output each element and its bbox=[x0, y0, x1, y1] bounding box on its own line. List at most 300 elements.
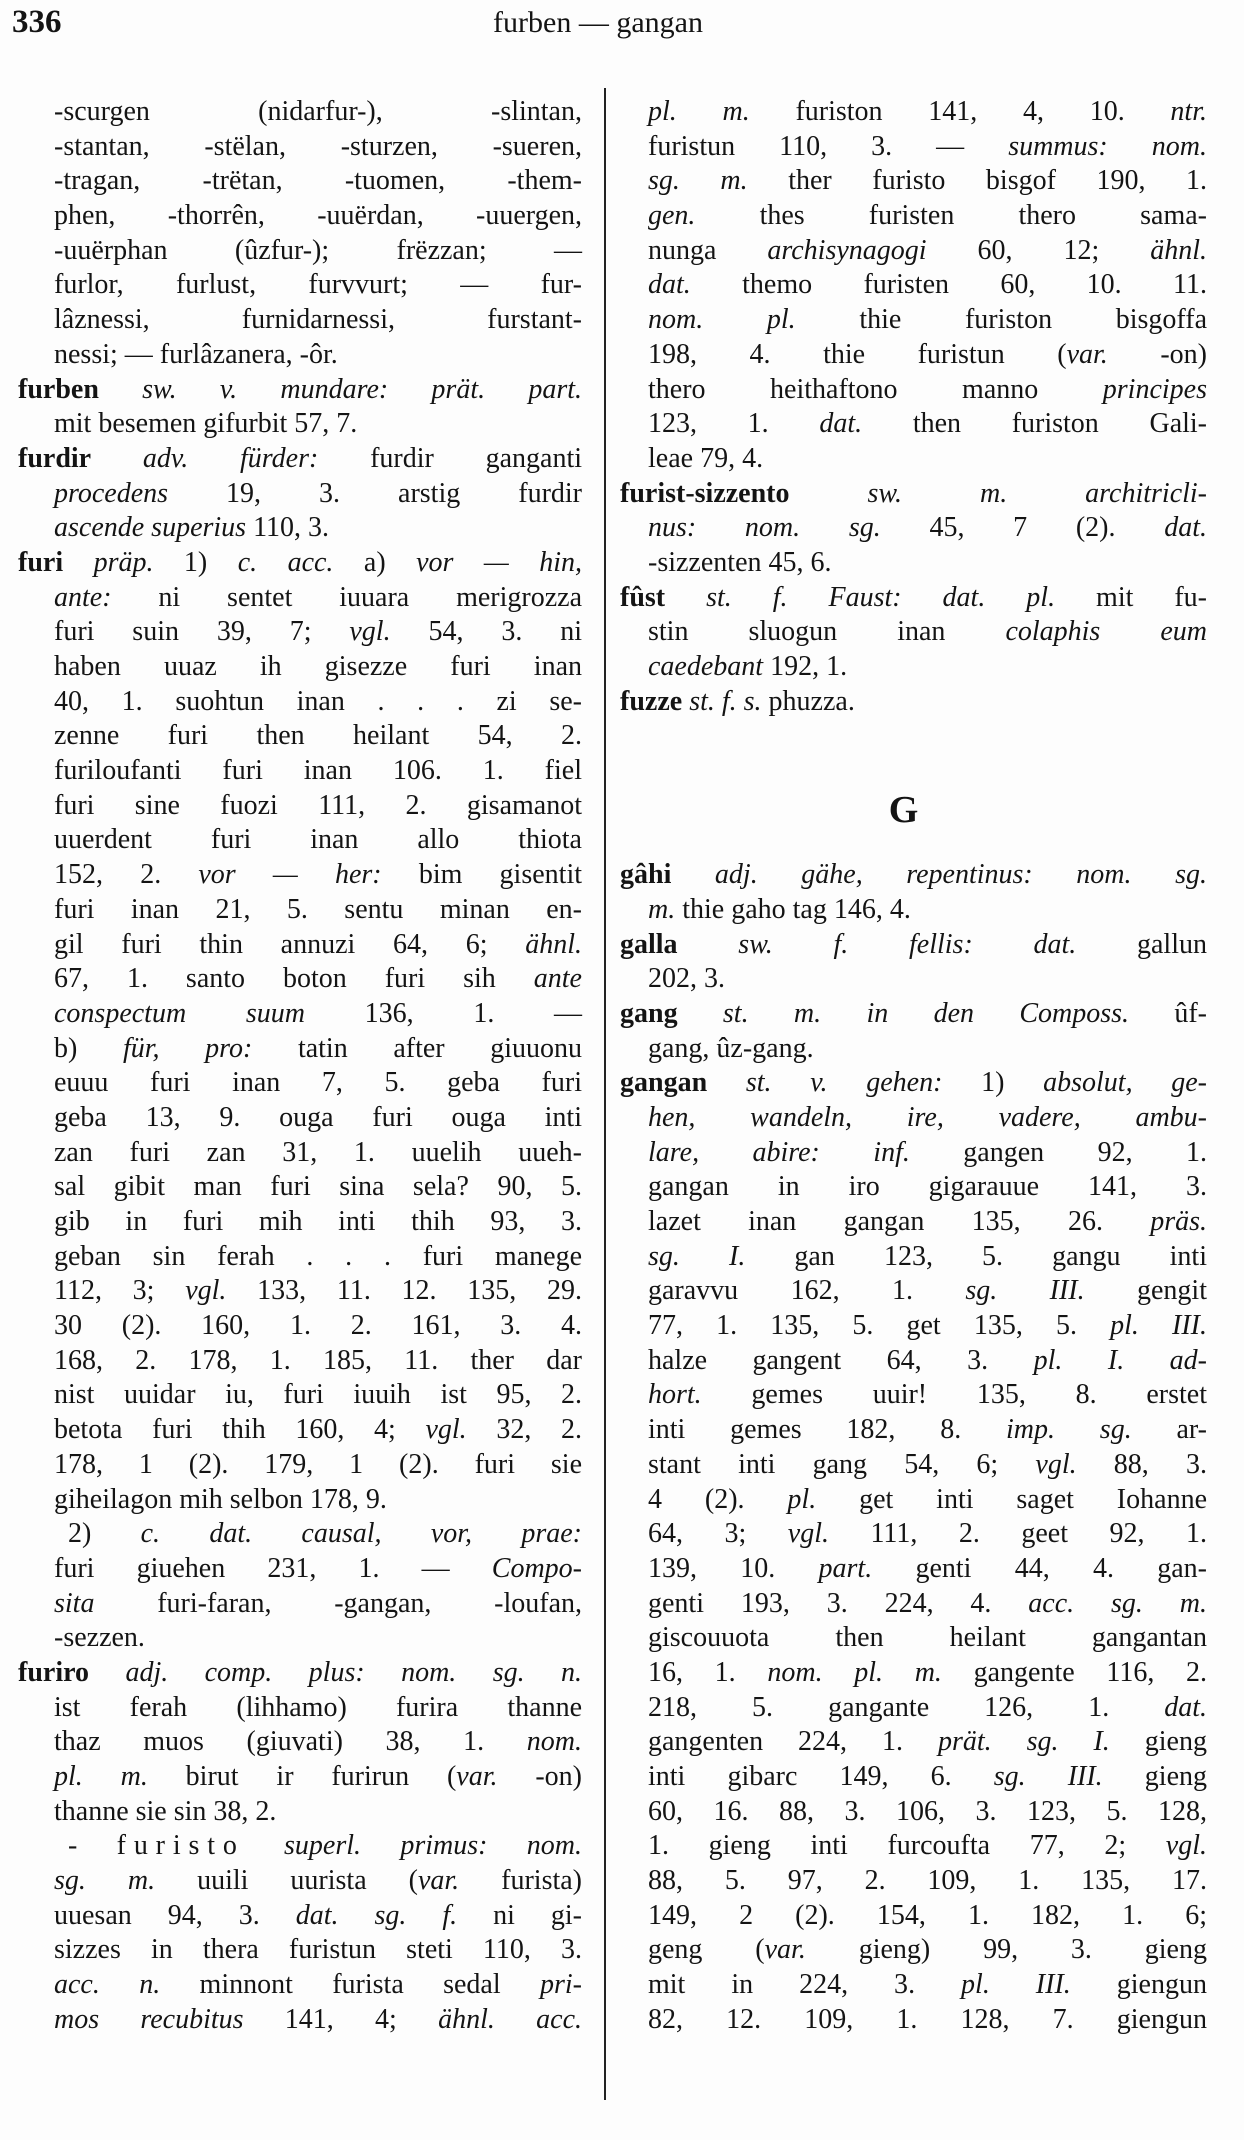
entry-text-line bbox=[600, 338, 1207, 373]
text-run: furlor, furlust, furvvurt; — fur- bbox=[54, 269, 582, 301]
italic-gloss: principes bbox=[1102, 373, 1207, 405]
entry-text-line bbox=[600, 962, 1207, 997]
text-run bbox=[89, 1657, 125, 1688]
text-run bbox=[678, 998, 723, 1029]
text-run: gang, ûz-gang. bbox=[648, 1032, 814, 1064]
italic-gloss: superl. primus: nom. bbox=[284, 1830, 583, 1862]
headword: gang bbox=[620, 997, 678, 1029]
page-number: 336 bbox=[12, 4, 62, 40]
text-run: ar- bbox=[1131, 1414, 1208, 1446]
text-run: furiston 141, 4, 10. bbox=[749, 96, 1171, 127]
text-run bbox=[99, 374, 142, 405]
entry-headword-line bbox=[600, 685, 1207, 720]
entry-text-line bbox=[0, 962, 582, 997]
italic-gloss: ähnl. bbox=[525, 928, 582, 960]
text-run: themo furisten 60, 10. 11. bbox=[690, 269, 1207, 301]
headword: gâhi bbox=[620, 859, 672, 891]
text-run: 32, 2. bbox=[466, 1414, 582, 1446]
entry-text-line bbox=[0, 1101, 582, 1136]
text-run: nessi; — furlâzanera, -ôr. bbox=[54, 338, 338, 370]
entry-text-line bbox=[0, 130, 582, 165]
text-run: stant inti gang 54, 6; bbox=[648, 1448, 1036, 1480]
italic-gloss: adv. fürder: bbox=[142, 442, 319, 474]
italic-gloss: vgl. bbox=[1035, 1448, 1077, 1480]
entry-headword-line bbox=[0, 546, 582, 581]
text-run: furi suin 39, 7; bbox=[54, 616, 350, 648]
entry-text-line bbox=[600, 511, 1207, 546]
text-run: haben uuaz ih gisezze furi inan bbox=[54, 651, 582, 682]
italic-gloss: ante bbox=[533, 963, 582, 995]
entry-text-line bbox=[0, 581, 582, 616]
italic-gloss: ähnl. bbox=[1150, 234, 1207, 266]
text-run: -stantan, -stëlan, -sturzen, -sueren, bbox=[54, 130, 582, 162]
text-run: gangente 116, 2. bbox=[941, 1656, 1207, 1688]
text-run: stin sluogun inan bbox=[648, 616, 1006, 648]
text-run bbox=[63, 547, 93, 578]
entry-headword-line bbox=[0, 373, 582, 408]
text-run: uuesan 94, 3. bbox=[54, 1899, 296, 1931]
text-run: 1) bbox=[153, 546, 238, 578]
italic-gloss: vor — hin, bbox=[416, 546, 582, 578]
entry-text-line bbox=[0, 1933, 582, 1968]
entry-text-line bbox=[0, 338, 582, 373]
headword: furist-sizzento bbox=[620, 477, 790, 509]
italic-gloss: var. bbox=[417, 1865, 460, 1897]
entry-text-line bbox=[600, 615, 1207, 650]
italic-gloss: gen. bbox=[648, 200, 696, 232]
italic-gloss: sw. v. mundare: prät. part. bbox=[142, 373, 583, 405]
entry-headword-line bbox=[0, 442, 582, 477]
text-run: inti gemes 182, 8. bbox=[648, 1414, 1007, 1446]
headword: furiro bbox=[18, 1656, 90, 1688]
entry-text-line bbox=[600, 1621, 1207, 1656]
italic-gloss: dat. sg. f. bbox=[295, 1899, 458, 1931]
text-run: mit fu- bbox=[1055, 581, 1207, 613]
entry-text-line bbox=[0, 1621, 582, 1656]
blank-line bbox=[600, 719, 1207, 754]
entry-text-line bbox=[0, 1968, 582, 2003]
entry-text-line bbox=[600, 95, 1207, 130]
italic-gloss: procedens bbox=[54, 477, 169, 509]
italic-gloss: archisynagogi bbox=[767, 234, 927, 266]
text-run: 88, 3. bbox=[1076, 1448, 1207, 1480]
entry-text-line bbox=[0, 1170, 582, 1205]
text-run: 149, 2 (2). 154, 1. 182, 1. 6; bbox=[648, 1899, 1207, 1931]
text-run: 218, 5. gangante 126, 1. bbox=[648, 1691, 1165, 1723]
entry-text-line bbox=[600, 1899, 1207, 1934]
text-run: uuerdent furi inan allo thiota bbox=[54, 824, 582, 856]
text-run: phen, -thorrên, -uuërdan, -uuergen, bbox=[54, 200, 582, 232]
entry-text-line bbox=[0, 407, 582, 442]
text-run: furistun 110, 3. — bbox=[648, 130, 1009, 162]
italic-gloss: dat. bbox=[1164, 512, 1207, 544]
entry-text-line bbox=[0, 2003, 582, 2038]
text-run: gangen 92, 1. bbox=[909, 1136, 1208, 1168]
entry-text-line bbox=[0, 858, 582, 893]
italic-gloss: c. acc. bbox=[237, 546, 334, 578]
entry-text-line bbox=[0, 1136, 582, 1171]
italic-gloss: caedebant bbox=[648, 651, 764, 682]
entry-subsection-line bbox=[0, 1829, 582, 1864]
text-run: -uuërphan (ûzfur-); frëzzan; — bbox=[54, 234, 582, 266]
text-run: 88, 5. 97, 2. 109, 1. 135, 17. bbox=[648, 1865, 1207, 1897]
entry-text-line bbox=[600, 1587, 1207, 1622]
entry-text-line bbox=[600, 1968, 1207, 2003]
italic-gloss: colaphis eum bbox=[1005, 616, 1207, 648]
entry-text-line bbox=[0, 754, 582, 789]
text-run: gan 123, 5. gangu inti bbox=[745, 1240, 1207, 1272]
text-run: b) bbox=[54, 1032, 123, 1064]
text-run bbox=[91, 443, 143, 474]
entry-headword-line bbox=[600, 477, 1207, 512]
entry-text-line bbox=[600, 303, 1207, 338]
text-run: uuili uurista ( bbox=[155, 1865, 418, 1897]
text-run: sal gibit man furi sina sela? 90, 5. bbox=[54, 1171, 582, 1203]
italic-gloss: pl. III. bbox=[1110, 1310, 1207, 1342]
entry-text-line bbox=[600, 268, 1207, 303]
entry-text-line bbox=[600, 1656, 1207, 1691]
entry-text-line bbox=[600, 442, 1207, 477]
text-run: 30 (2). 160, 1. 2. 161, 3. 4. bbox=[54, 1310, 582, 1342]
italic-gloss: c. dat. causal, vor, prae: bbox=[140, 1518, 582, 1550]
text-run: garavvu 162, 1. bbox=[648, 1275, 966, 1307]
text-run: gib in furi mih inti thih 93, 3. bbox=[54, 1206, 582, 1237]
entry-headword-line bbox=[0, 1656, 582, 1691]
text-run: phuzza. bbox=[761, 685, 855, 717]
section-letter: G bbox=[888, 788, 919, 831]
text-run: 198, 4. thie furistun ( bbox=[648, 338, 1067, 370]
italic-gloss: dat. bbox=[648, 269, 691, 301]
text-run: gallun bbox=[1076, 928, 1207, 960]
text-run: -sezzen. bbox=[54, 1622, 145, 1654]
italic-gloss: summus: nom. bbox=[1008, 130, 1207, 162]
headword: gangan bbox=[620, 1067, 708, 1099]
entry-text-line bbox=[0, 1066, 582, 1101]
text-run: -scurgen (nidarfur-), -slintan, bbox=[54, 96, 582, 127]
text-run: 112, 3; bbox=[54, 1275, 186, 1307]
text-run: furi sine fuozi 111, 2. gisamanot bbox=[54, 789, 582, 821]
entry-text-line bbox=[0, 685, 582, 720]
entry-text-line bbox=[0, 823, 582, 858]
entry-text-line bbox=[600, 2003, 1207, 2038]
text-run: 60, 16. 88, 3. 106, 3. 123, 5. 128, bbox=[648, 1795, 1207, 1827]
spaced-subheadword: furisto bbox=[116, 1830, 245, 1862]
entry-text-line bbox=[0, 1309, 582, 1344]
entry-text-line bbox=[600, 1864, 1207, 1899]
text-run: sizzes in thera furistun steti 110, 3. bbox=[54, 1934, 582, 1966]
text-run: mit besemen gifurbit 57, 7. bbox=[54, 408, 358, 440]
italic-gloss: m. bbox=[648, 893, 676, 925]
text-run: ther furisto bisgof 190, 1. bbox=[747, 165, 1207, 197]
italic-gloss: adj. gähe, repentinus: nom. sg. bbox=[714, 859, 1207, 891]
entry-text-line bbox=[0, 303, 582, 338]
italic-gloss: pl. III. bbox=[961, 1969, 1071, 2001]
text-run bbox=[245, 1830, 284, 1861]
entry-text-line bbox=[0, 1413, 582, 1448]
entry-text-line bbox=[600, 1517, 1207, 1552]
text-run: geban sin ferah . . . furi manege bbox=[54, 1240, 582, 1272]
entry-headword-line bbox=[600, 1066, 1207, 1101]
entry-text-line bbox=[600, 1170, 1207, 1205]
entry-text-line bbox=[0, 511, 582, 546]
headword: fûst bbox=[620, 581, 666, 613]
text-run: tatin after giuuonu bbox=[252, 1032, 583, 1064]
text-run: 192, 1. bbox=[763, 651, 848, 682]
italic-gloss: sg. III. bbox=[993, 1761, 1103, 1792]
italic-gloss: dat. bbox=[819, 408, 863, 440]
text-run: gengit bbox=[1084, 1275, 1207, 1307]
entry-headword-line bbox=[600, 997, 1207, 1032]
entry-text-line bbox=[0, 1691, 582, 1726]
entry-text-line bbox=[0, 1448, 582, 1483]
italic-gloss: acc. n. bbox=[54, 1969, 161, 2001]
text-run: 4 (2). bbox=[648, 1483, 788, 1515]
text-run: betota furi thih 160, 4; bbox=[54, 1414, 426, 1446]
text-run: furdir ganganti bbox=[318, 442, 583, 474]
italic-gloss: dat. bbox=[1164, 1691, 1207, 1723]
text-run: 2) bbox=[68, 1518, 141, 1550]
entry-text-line bbox=[600, 1933, 1207, 1968]
entry-text-line bbox=[600, 1101, 1207, 1136]
entry-subsection-line bbox=[0, 1517, 582, 1552]
text-run: gangenten 224, 1. bbox=[648, 1726, 938, 1758]
italic-gloss: sg. I. bbox=[648, 1240, 746, 1272]
headword: furdir bbox=[18, 442, 92, 474]
entry-text-line bbox=[600, 1240, 1207, 1275]
entry-headword-line bbox=[600, 928, 1207, 963]
italic-gloss: nom. pl. bbox=[648, 304, 796, 336]
italic-gloss: vor — her: bbox=[198, 859, 382, 891]
text-run: thanne sie sin 38, 2. bbox=[54, 1795, 277, 1827]
italic-gloss: vgl. bbox=[1165, 1830, 1207, 1862]
text-run: ist ferah (lihhamo) furira thanne bbox=[54, 1691, 582, 1723]
italic-gloss: präp. bbox=[93, 546, 154, 578]
text-run: -sizzenten 45, 6. bbox=[648, 546, 832, 578]
text-run: furi inan 21, 5. sentu minan en- bbox=[54, 893, 582, 925]
headword: fuzze bbox=[620, 685, 683, 717]
italic-gloss: adj. comp. plus: nom. sg. n. bbox=[125, 1656, 583, 1688]
italic-gloss: nom. bbox=[526, 1726, 582, 1758]
italic-gloss: Compo- bbox=[491, 1552, 582, 1584]
entry-text-line bbox=[0, 997, 582, 1032]
entry-text-line bbox=[600, 1829, 1207, 1864]
italic-gloss: var. bbox=[456, 1761, 498, 1792]
text-run: ni gi- bbox=[457, 1899, 582, 1931]
italic-gloss: vgl. bbox=[185, 1275, 227, 1307]
text-run: giscouuota then heilant gangantan bbox=[648, 1622, 1207, 1654]
italic-gloss: sg. III. bbox=[965, 1275, 1085, 1307]
entry-text-line bbox=[0, 268, 582, 303]
entry-text-line bbox=[600, 1552, 1207, 1587]
entry-text-line bbox=[0, 1344, 582, 1379]
text-run: 40, 1. suohtun inan . . . zi se- bbox=[54, 685, 582, 717]
italic-gloss: ascende superius bbox=[54, 512, 247, 544]
text-run: 178, 1 (2). 179, 1 (2). furi sie bbox=[54, 1448, 582, 1480]
entry-text-line bbox=[0, 1378, 582, 1413]
italic-gloss: ante: bbox=[54, 581, 112, 613]
entry-text-line bbox=[600, 1344, 1207, 1379]
text-run: 45, 7 (2). bbox=[880, 512, 1165, 544]
text-run: 133, 11. 12. 135, 29. bbox=[226, 1275, 582, 1307]
entry-text-line bbox=[0, 1725, 582, 1760]
entry-text-line bbox=[600, 1309, 1207, 1344]
entry-text-line bbox=[600, 164, 1207, 199]
text-run: gil furi thin annuzi 64, 6; bbox=[54, 928, 526, 960]
text-run: bim gisentit bbox=[381, 859, 582, 891]
text-run: 64, 3; bbox=[648, 1518, 788, 1550]
text-run bbox=[707, 1067, 746, 1098]
entry-text-line bbox=[0, 164, 582, 199]
text-run: lâznessi, furnidarnessi, furstant- bbox=[54, 304, 582, 336]
text-run: 54, 3. ni bbox=[390, 616, 582, 648]
entry-text-line bbox=[0, 1587, 582, 1622]
text-run: minnont furista sedal bbox=[160, 1969, 540, 2001]
italic-gloss: sw. m. architricli- bbox=[867, 477, 1208, 509]
text-run: zan furi zan 31, 1. uuelih uueh- bbox=[54, 1136, 582, 1168]
entry-text-line bbox=[600, 893, 1207, 928]
italic-gloss: pl. m. bbox=[648, 96, 750, 127]
italic-gloss: sg. m. bbox=[54, 1865, 156, 1897]
text-run bbox=[665, 582, 706, 613]
text-run: then furiston Gali- bbox=[862, 408, 1208, 440]
italic-gloss: imp. sg. bbox=[1006, 1414, 1132, 1446]
entry-text-line bbox=[0, 650, 582, 685]
italic-gloss: part. bbox=[818, 1552, 873, 1584]
entry-text-line bbox=[600, 1413, 1207, 1448]
left-column bbox=[0, 95, 582, 2038]
text-run: nist uuidar iu, furi iuuih ist 95, 2. bbox=[54, 1379, 582, 1411]
entry-text-line bbox=[0, 95, 582, 130]
text-run: 60, 12; bbox=[926, 234, 1151, 266]
text-run: euuu furi inan 7, 5. geba furi bbox=[54, 1067, 582, 1099]
text-run: genti 193, 3. 224, 4. bbox=[648, 1587, 1029, 1619]
italic-gloss: hen, wandeln, ire, vadere, ambu- bbox=[648, 1101, 1207, 1133]
text-run: 110, 3. bbox=[246, 512, 330, 544]
text-run: gemes uuir! 135, 8. erstet bbox=[701, 1379, 1207, 1411]
entry-text-line bbox=[0, 1240, 582, 1275]
italic-gloss: pri- bbox=[540, 1969, 582, 2001]
text-run: get inti saget Iohanne bbox=[816, 1483, 1207, 1515]
entry-text-line bbox=[600, 373, 1207, 408]
italic-gloss: nom. pl. m. bbox=[767, 1656, 942, 1688]
text-run: gieng bbox=[1109, 1726, 1207, 1758]
italic-gloss: st. f. s. bbox=[689, 685, 762, 717]
entry-text-line bbox=[0, 928, 582, 963]
text-run: geba 13, 9. ouga furi ouga inti bbox=[54, 1101, 582, 1133]
entry-text-line bbox=[0, 234, 582, 269]
text-run: inti gibarc 149, 6. bbox=[648, 1761, 994, 1792]
italic-gloss: absolut, ge- bbox=[1043, 1067, 1207, 1099]
italic-gloss: sw. f. fellis: dat. bbox=[738, 928, 1077, 960]
entry-text-line bbox=[0, 1552, 582, 1587]
italic-gloss: ntr. bbox=[1170, 96, 1207, 127]
entry-text-line bbox=[600, 1760, 1207, 1795]
italic-gloss: präs. bbox=[1150, 1206, 1207, 1237]
text-run: gangan in iro gigarauue 141, 3. bbox=[648, 1171, 1207, 1203]
entry-text-line bbox=[600, 407, 1207, 442]
text-run: 19, 3. arstig furdir bbox=[168, 477, 582, 509]
italic-gloss: hort. bbox=[648, 1379, 702, 1411]
entry-text-line bbox=[600, 1725, 1207, 1760]
text-run bbox=[790, 478, 868, 509]
text-run: a) bbox=[333, 546, 417, 578]
text-run: gieng bbox=[1102, 1761, 1207, 1792]
entry-text-line bbox=[0, 1205, 582, 1240]
entry-text-line bbox=[600, 1795, 1207, 1830]
italic-gloss: pl. bbox=[787, 1483, 817, 1515]
text-run: thes furisten thero sama- bbox=[695, 200, 1207, 232]
text-run: 152, 2. bbox=[54, 859, 199, 891]
text-run: giengun bbox=[1070, 1969, 1207, 2001]
italic-gloss: vgl. bbox=[787, 1518, 829, 1550]
entry-text-line bbox=[600, 1032, 1207, 1067]
italic-gloss: acc. sg. m. bbox=[1028, 1587, 1207, 1619]
italic-gloss: mos recubitus bbox=[54, 2003, 244, 2035]
entry-text-line bbox=[600, 1378, 1207, 1413]
text-run: gieng) 99, 3. gieng bbox=[805, 1934, 1207, 1966]
text-run: halze gangent 64, 3. bbox=[648, 1344, 1034, 1376]
text-run: -on) bbox=[497, 1761, 583, 1792]
headword: furi bbox=[18, 546, 64, 578]
entry-headword-line bbox=[600, 858, 1207, 893]
italic-gloss: pl. I. ad- bbox=[1033, 1344, 1207, 1376]
italic-gloss: vgl. bbox=[349, 616, 391, 648]
italic-gloss: var. bbox=[764, 1934, 806, 1966]
italic-gloss: nus: nom. sg. bbox=[648, 512, 881, 544]
text-run: 168, 2. 178, 1. 185, 11. ther dar bbox=[54, 1344, 582, 1376]
text-run: ûf- bbox=[1129, 997, 1207, 1029]
entry-headword-line bbox=[600, 581, 1207, 616]
text-run: 16, 1. bbox=[648, 1656, 768, 1688]
text-run: 111, 2. geet 92, 1. bbox=[828, 1518, 1207, 1550]
text-run: 1. gieng inti furcoufta 77, 2; bbox=[648, 1830, 1166, 1862]
text-run: lazet inan gangan 135, 26. bbox=[648, 1206, 1151, 1237]
text-run: 136, 1. — bbox=[304, 997, 583, 1029]
italic-gloss: prät. sg. I. bbox=[937, 1726, 1110, 1758]
entry-text-line bbox=[600, 1691, 1207, 1726]
headword: galla bbox=[620, 928, 678, 960]
entry-text-line bbox=[0, 893, 582, 928]
entry-text-line bbox=[600, 650, 1207, 685]
text-run: geng ( bbox=[648, 1934, 765, 1966]
entry-text-line bbox=[600, 1205, 1207, 1240]
text-run: nunga bbox=[648, 234, 768, 266]
italic-gloss: ähnl. acc. bbox=[438, 2003, 583, 2035]
entry-text-line bbox=[600, 1448, 1207, 1483]
text-run: 141, 4; bbox=[243, 2003, 439, 2035]
text-run: leae 79, 4. bbox=[648, 442, 764, 474]
text-run: birut ir furirun ( bbox=[147, 1761, 457, 1792]
entry-text-line bbox=[600, 1274, 1207, 1309]
italic-gloss: sita bbox=[54, 1587, 95, 1619]
entry-text-line bbox=[0, 719, 582, 754]
entry-text-line bbox=[0, 477, 582, 512]
entry-text-line bbox=[0, 1864, 582, 1899]
entry-text-line bbox=[0, 1032, 582, 1067]
section-letter-heading bbox=[600, 788, 1207, 831]
entry-text-line bbox=[0, 615, 582, 650]
italic-gloss: st. v. gehen: bbox=[745, 1067, 943, 1099]
entry-text-line bbox=[0, 1899, 582, 1934]
entry-text-line bbox=[600, 199, 1207, 234]
text-run: furi giuehen 231, 1. — bbox=[54, 1552, 492, 1584]
italic-gloss: für, pro: bbox=[122, 1032, 253, 1064]
text-run: thie furiston bisgoffa bbox=[795, 304, 1207, 336]
text-run bbox=[678, 929, 739, 960]
entry-text-line bbox=[600, 1136, 1207, 1171]
running-head: furben — gangan bbox=[493, 6, 703, 39]
italic-gloss: conspectum suum bbox=[54, 997, 305, 1029]
